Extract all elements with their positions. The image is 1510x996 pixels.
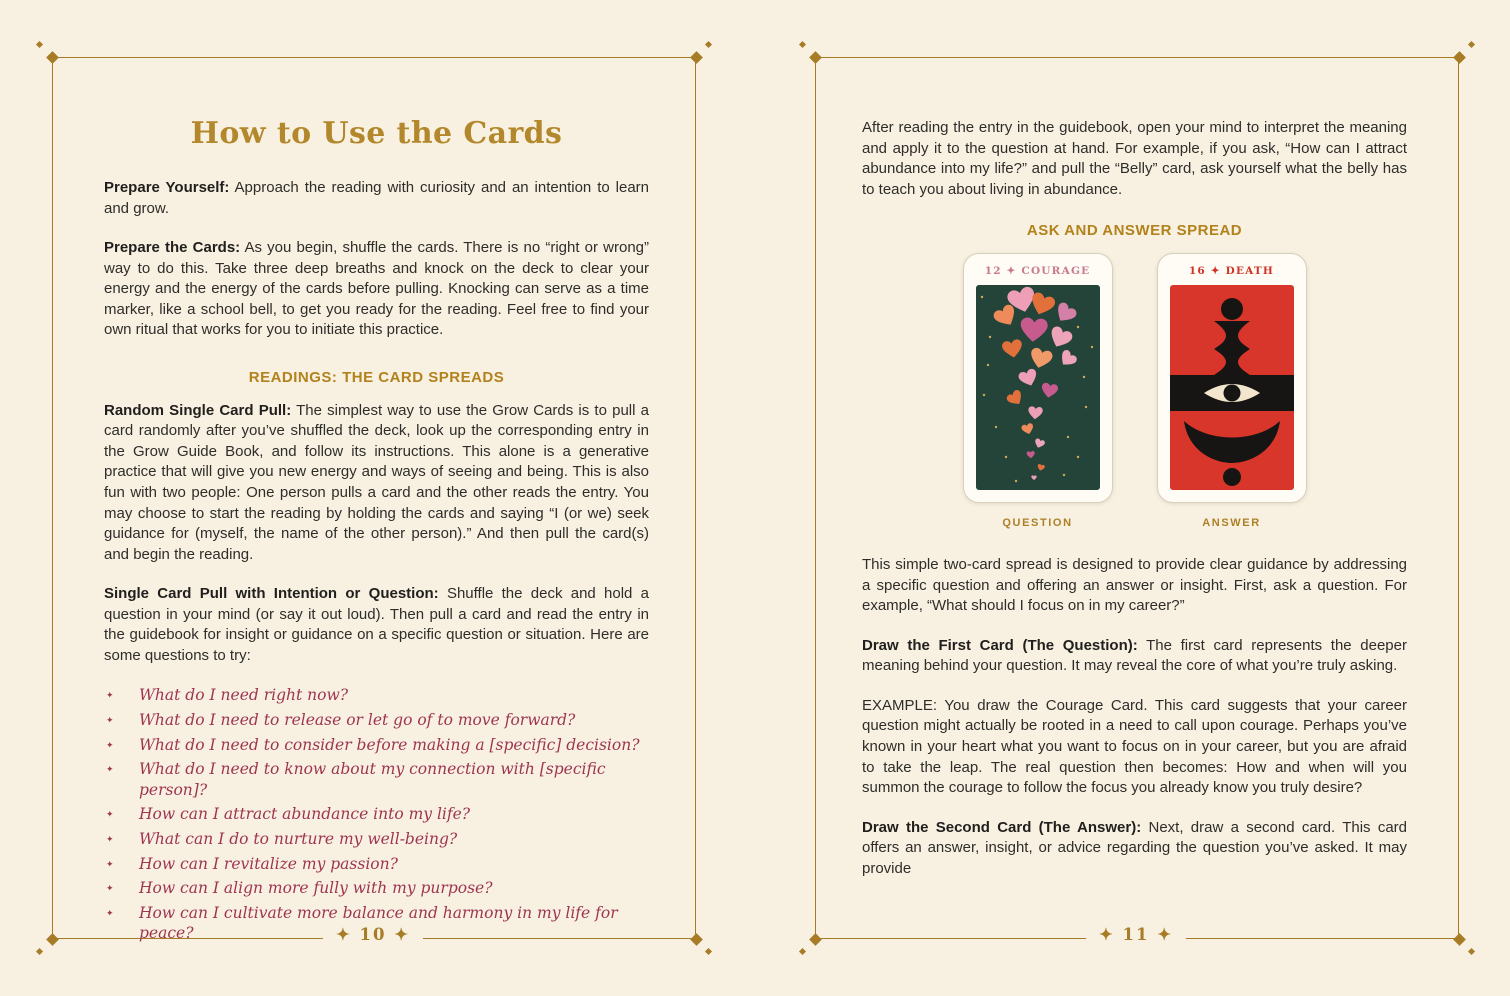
question-text: What do I need to consider before making a [specific] decision?: [139, 735, 640, 754]
question-text: How can I cultivate more balance and harmony in my life for peace?: [139, 903, 618, 943]
question-list: [104, 685, 649, 944]
section-heading-readings: READINGS: THE CARD SPREADS: [248, 368, 505, 386]
corner-ornament: [39, 44, 65, 70]
right-page-content: [862, 118, 1407, 898]
paragraph-example: EXAMPLE: You draw the Courage Card. This card suggests that your career question might actually be rooted in a need to call upon courage. Perhaps you’ve known in your heart what you want to focus on in your career, but you are afraid to take the leap. The real question then becomes: How and when will you summon the courage to follow the focus you already know you truly desire?: [862, 696, 1407, 797]
answer-card-column: [1157, 253, 1307, 529]
death-card-title: 16 ✦ DEATH: [1188, 265, 1275, 278]
page-number-right: ✦ 11 ✦: [815, 925, 1457, 945]
paragraph-after-reading: After reading the entry in the guidebook, open your mind to interpret the meaning and apply it to the question at hand. For example, if you ask, “How can I attract abundance into my life?” and pull the “Belly” card, ask yourself what the belly has to teach you about living in abundance.: [862, 119, 1407, 198]
paragraph-lead: Prepare the Cards:: [104, 239, 241, 257]
paragraph-lead: Prepare Yourself:: [104, 179, 230, 196]
diamond-bullet-icon: ✦: [106, 859, 114, 870]
paragraph-text: Next, draw a second card. This card offers an answer, insight, or advice regarding the question you’ve asked. It may provide: [862, 818, 1407, 877]
answer-label: ANSWER: [1202, 517, 1261, 530]
paragraph-text: As you begin, shuffle the cards. There is no “right or wrong” way to do this. Take three deep breaths and knock on the deck to clear your energy and the energy of the cards before pulling. Knocking can serve as a time marker, like a school bell, to get you ready for the reading. Feel free to find your own ritual that works for you to initiate this practice.: [104, 239, 649, 339]
diamond-bullet-icon: ✦: [106, 716, 114, 726]
paragraph-lead: Random Single Card Pull:: [104, 401, 292, 419]
diamond-bullet-icon: ✦: [106, 884, 114, 895]
courage-card-art: [976, 285, 1100, 490]
two-card-spread: [862, 253, 1407, 529]
paragraph-lead: Draw the First Card (The Question):: [862, 636, 1138, 654]
list-item: [104, 685, 649, 706]
paragraph-prepare-yourself: [104, 178, 649, 219]
courage-card: [963, 253, 1113, 503]
death-card: [1157, 253, 1307, 503]
list-item: [104, 829, 649, 850]
paragraph-prepare-the-cards: [104, 238, 649, 341]
diamond-bullet-icon: ✦: [106, 691, 114, 702]
paragraph-text: The simplest way to use the Grow Cards is to pull a card randomly after you’ve shuffled the deck, look up the corresponding entry in the Grow Guide Book, and follow its instructions. This alone is a generative practice that will give you new energy and ways of seeing and being. This is also fun with two people: One person pulls a card and the other reads the entry. You may choose to start the reading by holding the cards and saying “I (or we) seek guidance for (myself, the name of the other person).” And then pull the card(s) and begin the reading.: [104, 401, 649, 563]
question-text: What can I do to nurture my well-being?: [139, 830, 458, 849]
corner-ornament: [1446, 44, 1472, 70]
diamond-bullet-icon: ✦: [106, 835, 114, 846]
paragraph-text: Approach the reading with curiosity and an intention to learn and grow.: [104, 179, 649, 217]
question-text: How can I revitalize my passion?: [139, 854, 398, 873]
question-text: What do I need to know about my connection with [specific person]?: [139, 760, 606, 799]
left-page-content: [104, 116, 649, 948]
paragraph-draw-first-card: [862, 636, 1407, 677]
list-item: [104, 710, 649, 731]
paragraph-draw-second-card: [862, 818, 1407, 880]
question-text: How can I attract abundance into my life?: [139, 805, 471, 824]
list-item: [104, 854, 649, 875]
paragraph-text: The first card represents the deeper meaning behind your question. It may reveal the core of what you’re truly asking.: [862, 636, 1407, 675]
paragraph-lead: Single Card Pull with Intention or Question:: [104, 585, 439, 603]
page-number-left: ✦ 10 ✦: [52, 925, 694, 945]
corner-ornament: [683, 44, 709, 70]
death-card-art: [1170, 285, 1294, 490]
corner-ornament: [802, 44, 828, 70]
list-item: [104, 804, 649, 825]
list-item: [104, 878, 649, 899]
diamond-bullet-icon: ✦: [106, 740, 114, 751]
paragraph-random-single-card-pull: [104, 401, 649, 565]
page-title: How to Use the Cards: [190, 116, 563, 151]
paragraph-single-card-pull-intention: [104, 584, 649, 666]
paragraph-text: Shuffle the deck and hold a question in your mind (or say it out loud). Then pull a card and read the entry in the guidebook for insight or guidance on a specific question or situation. Here are some questions to try:: [104, 585, 650, 664]
diamond-bullet-icon: ✦: [106, 765, 114, 776]
question-text: What do I need to release or let go of to move forward?: [139, 711, 576, 729]
question-text: How can I align more fully with my purpose?: [139, 879, 493, 898]
courage-card-title: 12 ✦ COURAGE: [984, 265, 1091, 278]
question-label: QUESTION: [1002, 517, 1073, 530]
question-text: What do I need right now?: [139, 686, 349, 705]
question-card-column: [963, 253, 1113, 529]
diamond-bullet-icon: ✦: [106, 908, 114, 919]
list-item: [104, 759, 649, 800]
diamond-bullet-icon: ✦: [106, 810, 114, 821]
paragraph-two-card-spread: This simple two-card spread is designed to provide clear guidance by addressing a specific question and offering an answer or insight. First, ask a question. For example, “What should I focus on in my career?”: [862, 556, 1407, 615]
paragraph-lead: Draw the Second Card (The Answer):: [862, 818, 1142, 836]
section-heading-ask-answer-spread: ASK AND ANSWER SPREAD: [1026, 222, 1243, 240]
list-item: [104, 735, 649, 756]
